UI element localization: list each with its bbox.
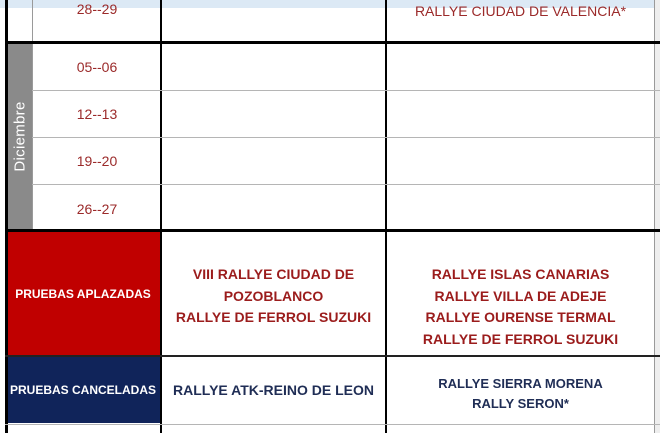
rally-name: RALLYE DE FERROL SUZUKI	[175, 309, 372, 325]
postponed-list-col2	[387, 264, 654, 350]
date-label: 19--20	[76, 153, 118, 169]
date-label: 12--13	[76, 106, 118, 122]
grid-line-month-bottom	[5, 229, 660, 232]
cancelled-category-cell	[6, 357, 160, 423]
rally-name: RALLYE ATK-REINO DE LEON	[173, 382, 374, 398]
month-label-cell	[8, 43, 32, 230]
grid-line-row1	[32, 90, 660, 91]
postponed-category-cell	[6, 232, 160, 356]
month-label: Diciembre	[11, 101, 29, 172]
grid-line-bottom	[5, 424, 660, 425]
rally-name: VIII RALLYE CIUDAD DE	[192, 266, 355, 282]
grid-line-row2	[32, 137, 660, 138]
rally-name: RALLY SERON*	[472, 396, 569, 411]
rally-name: RALLYE ISLAS CANARIAS	[431, 266, 610, 282]
cancelled-label: PRUEBAS CANCELADAS	[9, 383, 156, 397]
grid-line-category	[5, 355, 660, 357]
postponed-list-col1	[162, 264, 385, 329]
rally-name: RALLYE OURENSE TERMAL	[425, 309, 616, 325]
rally-name: RALLYE DE FERROL SUZUKI	[422, 330, 619, 347]
date-label: 28--29	[76, 1, 118, 17]
grid-line-month-top	[5, 41, 660, 44]
grid-line-col2	[385, 0, 387, 433]
postponed-label: PRUEBAS APLAZADAS	[15, 287, 151, 301]
date-label: 26--27	[76, 201, 118, 217]
date-label: 05--06	[76, 59, 118, 75]
rally-name: POZOBLANCO	[223, 287, 324, 304]
rally-name: RALLYE SIERRA MORENA	[438, 376, 603, 391]
rally-name: RALLYE VILLA DE ADEJE	[434, 287, 607, 304]
grid-line-row3	[32, 184, 660, 185]
grid-line-left	[5, 0, 8, 433]
cancelled-list-col2	[387, 374, 654, 414]
rally-name: RALLYE CIUDAD DE VALENCIA*	[414, 3, 627, 19]
grid-line-right	[654, 0, 655, 433]
